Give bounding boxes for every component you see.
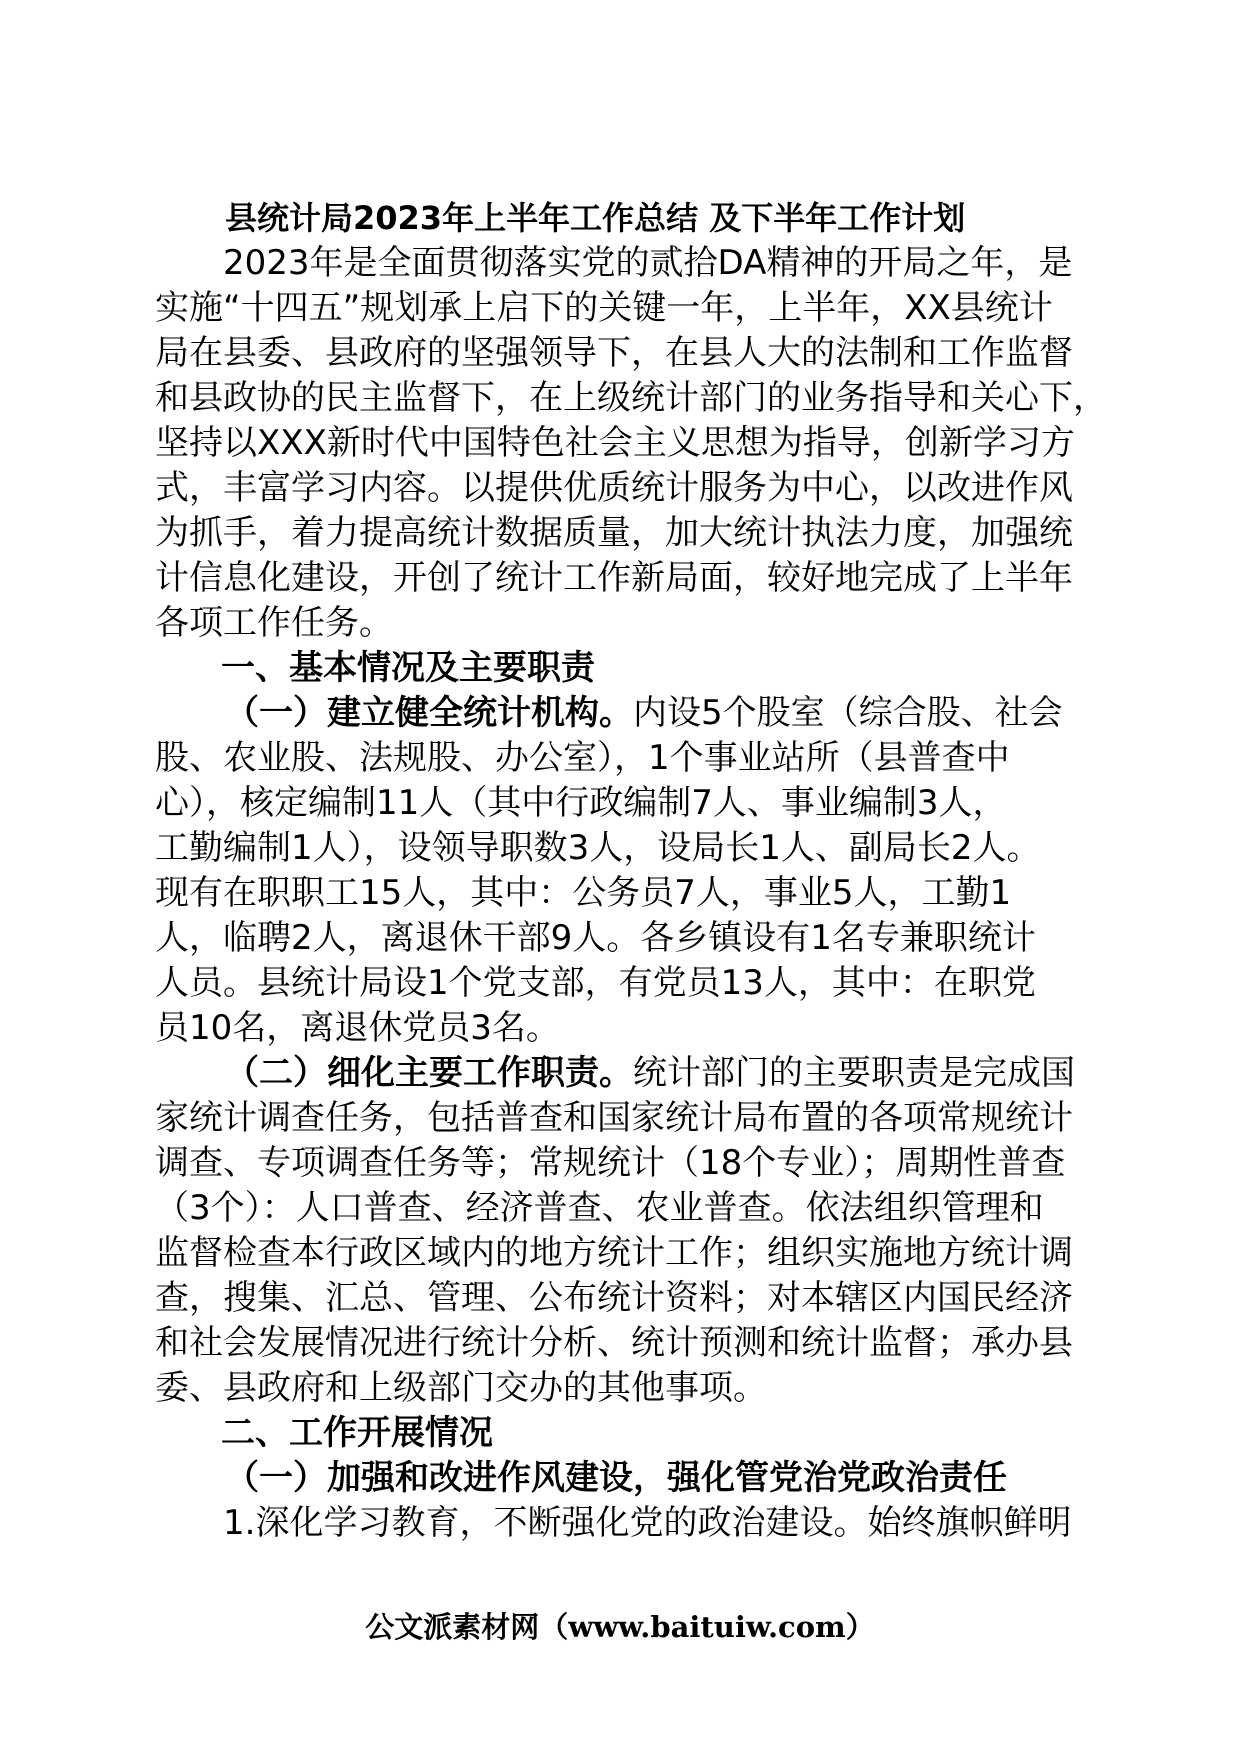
intro-line: 实施“十四五”规划承上启下的关键一年，上半年，XX县统计: [155, 288, 1053, 328]
paragraph-line: 现有在职职工15人，其中：公务员7人，事业5人，工勤1: [155, 873, 1012, 913]
paragraph-line: 和社会发展情况进行统计分析、统计预测和统计监督；承办县: [155, 1323, 1073, 1363]
document-title: 县统计局2023年上半年工作总结 及下半年工作计划: [225, 199, 966, 237]
paragraph-line: 工勤编制1人），设领导职数3人，设局长1人、副局长2人。: [155, 828, 1041, 868]
subsection-title: （一）建立健全统计机构。: [225, 693, 633, 733]
footer-source: 公文派素材网（www.baituiw.com）: [365, 1610, 875, 1644]
paragraph-line: 家统计调查任务，包括普查和国家统计局布置的各项常规统计: [155, 1098, 1073, 1138]
document-body: [155, 196, 1107, 1546]
section-heading-2: 二、工作开展情况: [221, 1413, 493, 1453]
paragraph-line: 查，搜集、汇总、管理、公布统计资料；对本辖区内国民经济: [155, 1278, 1073, 1318]
paragraph-text: 统计部门的主要职责是完成国: [633, 1053, 1075, 1093]
paragraph-line: 人，临聘2人，离退休干部9人。各乡镇设有1名专兼职统计: [155, 918, 1036, 958]
intro-line: 坚持以XXX新时代中国特色社会主义思想为指导，创新学习方: [155, 423, 1075, 463]
subsection-1-2-first-line: [155, 1051, 1089, 1096]
paragraph-line: 心），核定编制11人（其中行政编制7人、事业编制3人，: [155, 783, 1007, 823]
intro-line: 2023年是全面贯彻落实党的贰拾DA精神的开局之年，是: [223, 243, 1073, 283]
paragraph-line: 股、农业股、法规股、办公室），1个事业站所（县普查中: [155, 738, 1010, 778]
intro-line: 为抓手，着力提高统计数据质量，加大统计执法力度，加强统: [155, 513, 1073, 553]
paragraph-line: 1.深化学习教育，不断强化党的政治建设。始终旗帜鲜明: [223, 1503, 1072, 1543]
subsection-1-1-first-line: [155, 691, 1089, 736]
intro-line: 计信息化建设，开创了统计工作新局面，较好地完成了上半年: [155, 558, 1073, 598]
intro-line: 局在县委、县政府的坚强领导下，在县人大的法制和工作监督: [155, 333, 1073, 373]
paragraph-line: （3个）：人口普查、经济普查、农业普查。依法组织管理和: [155, 1188, 1044, 1228]
paragraph-line: 监督检查本行政区域内的地方统计工作；组织实施地方统计调: [155, 1233, 1073, 1273]
subsection-title: （二）细化主要工作职责。: [225, 1053, 633, 1093]
section-heading-1: 一、基本情况及主要职责: [221, 648, 595, 688]
paragraph-line: 员10名，离退休党员3名。: [155, 1008, 560, 1048]
subsection-2-1-title: （一）加强和改进作风建设，强化管党治党政治责任: [225, 1458, 1007, 1498]
intro-line: 和县政协的民主监督下，在上级统计部门的业务指导和关心下，: [155, 378, 1107, 418]
intro-line: 式，丰富学习内容。以提供优质统计服务为中心，以改进作风: [155, 468, 1073, 508]
paragraph-line: 调查、专项调查任务等；常规统计（18个专业）；周期性普查: [155, 1143, 1066, 1183]
paragraph-line: 人员。县统计局设1个党支部，有党员13人，其中：在职党: [155, 963, 1036, 1003]
intro-line: 各项工作任务。: [155, 603, 393, 643]
paragraph-line: 委、县政府和上级部门交办的其他事项。: [155, 1368, 767, 1408]
paragraph-text: 内设5个股室（综合股、社会: [633, 693, 1063, 733]
